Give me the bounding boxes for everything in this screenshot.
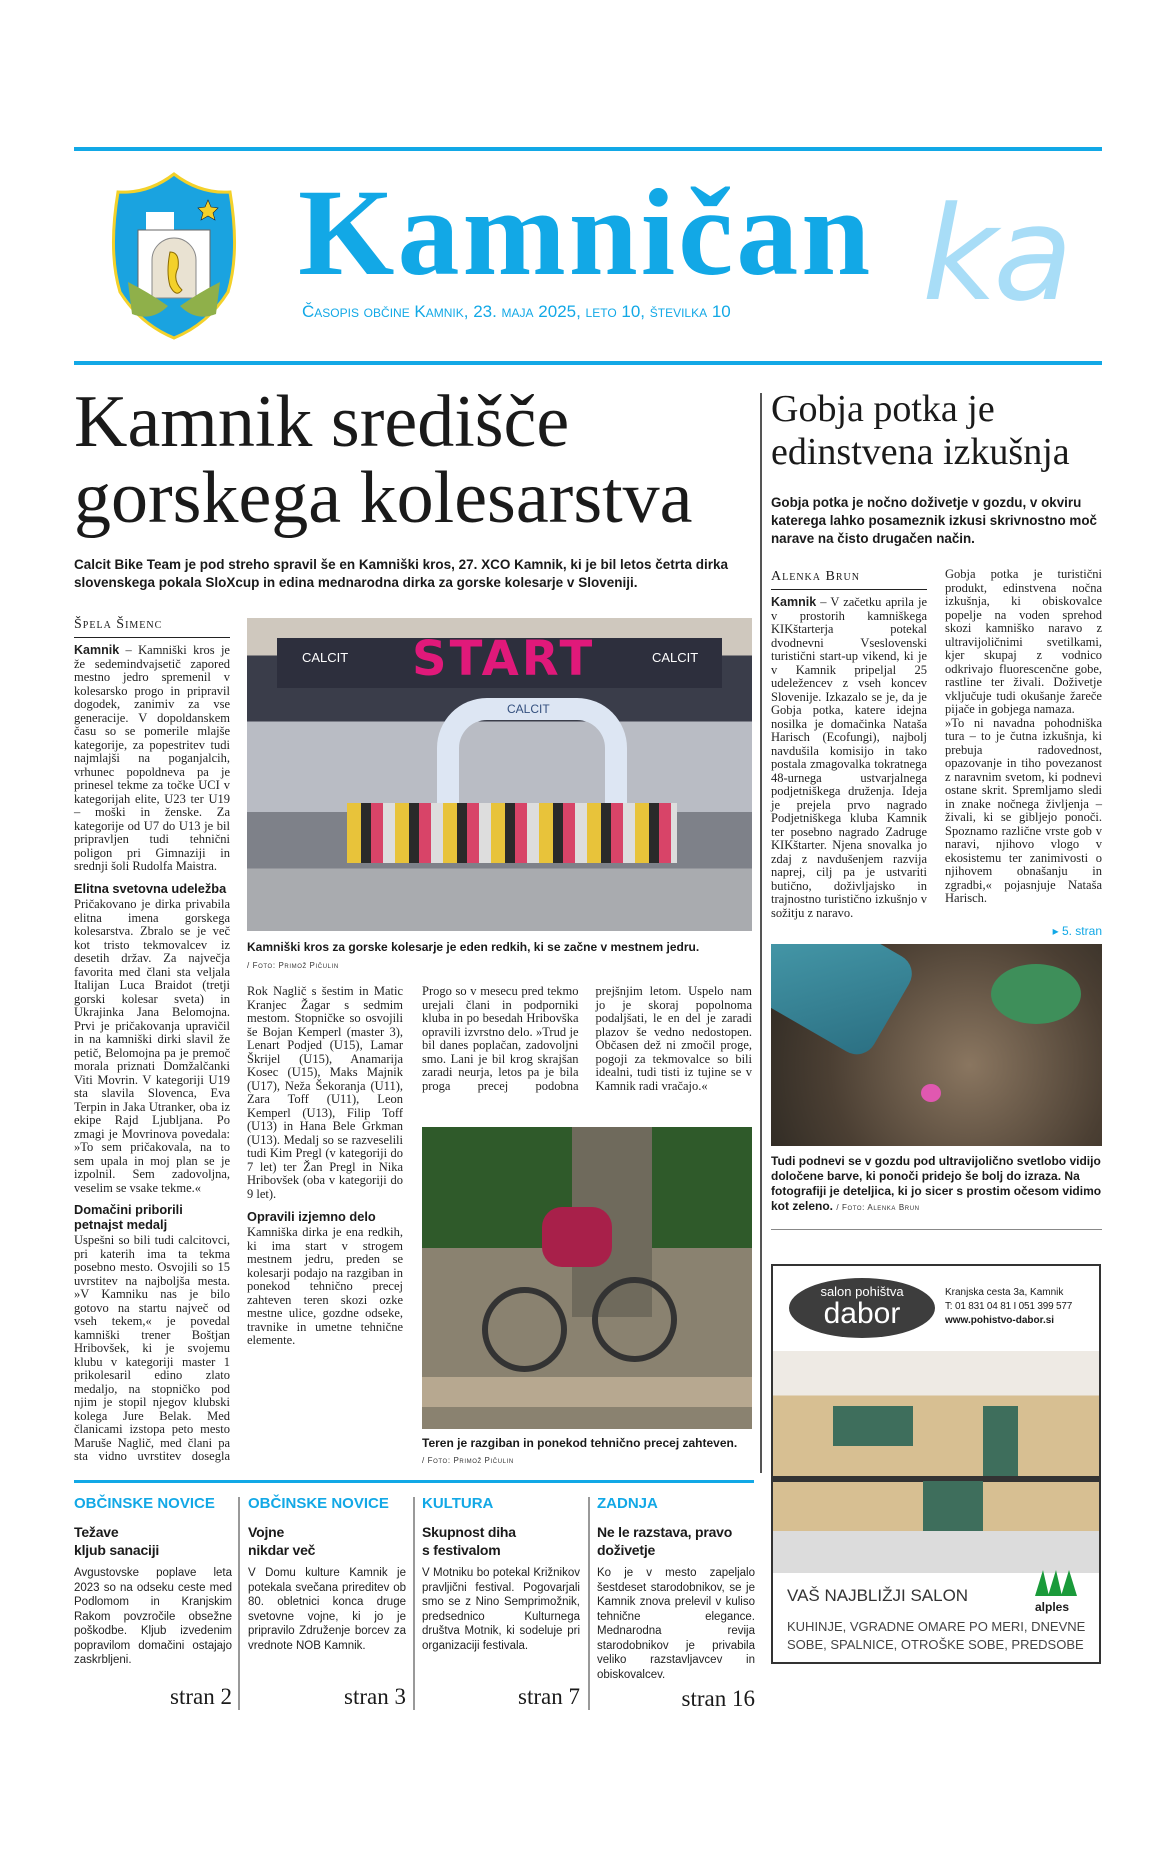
masthead-title: Kamničan bbox=[298, 164, 874, 301]
teaser-text: Avgustovske poplave leta 2023 so na odseku ceste med Podlomom in Kranjskim Rakom povzročile obsežne poškodbe. Kljub izvedenim popravilom domačini ostajajo zaskrbljeni. bbox=[74, 1567, 232, 1666]
start-banner-text: START bbox=[412, 631, 596, 687]
subheading: Opravili izjemno delo bbox=[247, 1208, 376, 1224]
teaser-page[interactable]: stran 2 bbox=[170, 1684, 232, 1709]
dabor-logo: salon pohištva dabor bbox=[789, 1278, 935, 1338]
teaser[interactable] bbox=[248, 1495, 406, 1710]
subheading: Elitna svetovna udeležba bbox=[74, 880, 227, 896]
paragraph: Uspešni so bili tudi calcitovci, pri katerih ima ta tekma posebno mesto. Osvojili so 15 uvrstitev na najboljša mesta. »V Kamniku nas je bilo gotovo na startu največ od vseh tekem,« je povedal kamniški trener Boštjan Hribovšek, ki je svojemu klubu v kategoriji master 1 prikolesaril edino zlato medaljo, na stopničko pod njim je stopil njegov klubski kolega Jure Belak. Med članicami izstopa peto mesto Maruše Naglič, med člani pa sta vidno uvrstitev dosegla bbox=[74, 1234, 230, 1463]
dateline: Kamnik bbox=[771, 595, 817, 609]
side-photo-credit: / Foto: Alenka Brun bbox=[836, 1203, 920, 1212]
teaser-divider bbox=[588, 1497, 590, 1710]
teaser-title: Težave kljub sanaciji bbox=[74, 1524, 160, 1558]
teaser-divider bbox=[413, 1497, 415, 1710]
arrow-right-icon: ▸ bbox=[1052, 924, 1062, 938]
teaser-page[interactable]: stran 7 bbox=[518, 1684, 580, 1709]
side-photo-caption: Tudi podnevi se v gozdu pod ultravijolično svetlobo vidijo določene barve, ki ponoči pridejo še bolj do izraza. Na fotografiji je deteljica, ki jo sicer s prostim očesom vidimo kot zeleno. / Foto: Alenka Brun bbox=[771, 1154, 1102, 1213]
dateline: Kamnik bbox=[74, 643, 120, 657]
teaser-section: KULTURA bbox=[422, 1495, 494, 1512]
photo1-credit: / Foto: Primož Pičulin bbox=[247, 961, 339, 970]
masthead-bottom-rule bbox=[74, 361, 1102, 365]
teaser-text: Ko je v mesto zapeljalo šestdeset starodobnikov, se je Kamnik znova prelevil v kuliso tehnične elegance. Mednarodna revija starodobnikov je privabila veliko razstavljavcev in obiskovalcev. bbox=[597, 1567, 755, 1681]
headline-line: edinstvena izkušnja bbox=[771, 431, 1070, 473]
photo2-caption: Teren je razgiban in ponekod tehnično precej zahteven. bbox=[422, 1436, 738, 1450]
brand-text: CALCIT bbox=[507, 702, 550, 716]
masthead-subtitle: Časopis občine Kamnik, 23. maja 2025, leto 10, številka 10 bbox=[302, 302, 731, 321]
teaser-section: OBČINSKE NOVICE bbox=[248, 1495, 389, 1512]
teaser[interactable] bbox=[597, 1495, 755, 1712]
author: Špela Šimenc bbox=[74, 616, 230, 638]
dabor-ad[interactable] bbox=[771, 1264, 1101, 1664]
brand-text: CALCIT bbox=[652, 650, 699, 665]
teaser-title: Ne le razstava, pravo doživetje bbox=[597, 1524, 733, 1558]
alples-logo: alples bbox=[1035, 1566, 1087, 1614]
kitchen-photo bbox=[773, 1351, 1099, 1573]
brand-text: CALCIT bbox=[302, 650, 349, 665]
side-column bbox=[771, 388, 1102, 1664]
side-col-1 bbox=[771, 568, 927, 920]
masthead-title-tail: ka bbox=[922, 178, 1069, 330]
start-line-photo bbox=[247, 618, 752, 931]
teaser-text: V Domu kulture Kamnik je potekala svečana prireditev ob 80. obletnici konca druge svetovne vojne, ki jo je pripravilo Združenje borcev za vrednote NOB Kamnik. bbox=[248, 1567, 406, 1652]
subheading: Domačini priborili petnajst medalj bbox=[74, 1202, 183, 1232]
photo2-credit: / Foto: Primož Pičulin bbox=[422, 1456, 514, 1465]
teaser-text: V Motniku bo potekal Križnikov pravljični festival. Pogovarjali smo se z Nino Semprimožnik, predsednico Kulturnega društva Motnik, ki sodeluje pri organizaciji festivala. bbox=[422, 1567, 580, 1652]
paragraph: »To ni navadna pohodniška tura – to je čutna izkušnja, ki prebuja radovednost, opazovanje in tiho povezanost z naravnim svetom, ki podnevi ostane skrit. Spremljamo sledi in znake nočnega življenja – živali, ki se gibljejo ponoči. Spoznamo različne vrste gob v naravi, njihovo vlogo v ekosistemu ter zanimivosti o njihovem obnašanju in zgradbi,« pojasnjuje Nataša Harisch. bbox=[945, 715, 1102, 905]
main-lead: Calcit Bike Team je pod streho spravil še en Kamniški kros, 27. XCO Kamnik, ki je bil letos četrta dirka slovenskega pokala SloXcup in edina mednarodna dirka za gorske kolesarje v Sloveniji. bbox=[74, 557, 728, 590]
main-col-3-4: Progo so v mesecu pred tekmo urejali člani in podporniki kluba in po besedah Hribovška opravili izvrstno delo. »Trud je bil danes poplačan, zadovoljni smo. Lani je bil krog skrajšan zaradi neurja, letos pa je bila proga precej podobna prejšnjim letom. Uspelo nam jo je skoraj popolnoma podaljšati, le en del je zaradi plazov še vedno nedostopen. Občasen dež ni zmočil proge, pogoji za tekmovalce so bili idealni, tudi tisti iz tujine se v Kamnik radi vračajo.« bbox=[422, 984, 752, 1093]
ad-products: KUHINJE, VGRADNE OMARE PO MERI, DNEVNE SOBE, SPALNICE, OTROŠKE SOBE, PREDSOBE bbox=[787, 1619, 1086, 1652]
ad-slogan: VAŠ NAJBLIŽJI SALON bbox=[787, 1586, 969, 1605]
teaser-rule bbox=[74, 1480, 754, 1483]
teaser[interactable] bbox=[422, 1495, 580, 1710]
teaser-title: Skupnost diha s festivalom bbox=[422, 1524, 516, 1558]
teaser-page[interactable]: stran 3 bbox=[344, 1684, 406, 1709]
main-col-1 bbox=[74, 616, 230, 1464]
teaser-title: Vojne nikdar več bbox=[248, 1524, 316, 1558]
teaser-divider bbox=[238, 1497, 240, 1710]
side-divider bbox=[771, 1229, 1102, 1230]
paragraph-continued-box bbox=[247, 985, 403, 1202]
paragraph: Kamnik – Kamniški kros je že sedemindvajsetič zapored mestno jedro spremenil v kolesarsko progo in pripravil dogodek, zanimiv za vse generacije. V dopoldanskem času so se pomerile mlajše kategorije, za popestritev tudi najmlajši na poganjalcih, vrhunec popoldneva pa je prinesel tekme za točke UCI v kategorijah elite, U23 ter U19 – moški in ženske. Za kategorije od U7 do U13 je bil pripravljen tudi tehnični poligon pri Gimnaziji in srednji šoli Rudolfa Maistra. bbox=[74, 643, 230, 873]
paragraph: Gobja potka je turistični produkt, edinstvena nočna izkušnja, ki obiskovalce popelje na voden sprehod skozi kamniško naravo z ultravijoličnimi svetilkami, kjer skupaj z vodnico odkrivajo fluorescenčne gobe, rastline ter živali. Doživetje vključuje tudi okušanje žareče pijače in gobjega namaza. bbox=[945, 567, 1102, 716]
paragraph: Pričakovano je dirka privabila elitna imena gorskega kolesarstva. Zbralo se je več kot tristo tekmovalcev iz desetih držav. Za največja favorita med člani sta veljala Italijan Luca Braidot (tretji gorski kolesar sveta) in Ukrajinka Jana Belomojna. Prvi je pričakovanja upravičil in na kamniški dirki slavil že petič, Belomojna pa je premoč morala priznati Domžalčanki Viti Movrin. V kategoriji U19 sta slavila Slovenca, Eva Terpin in Jaka Utranker, oba iz ekipe Rajd Ljubljana. Po zmagi je Movrinova povedala: »To sem pričakovala, na to sem upala in moj plan se je izpolnil. Sem zadovoljna, veselim se vsake tekme.« bbox=[74, 897, 230, 1195]
column-divider bbox=[760, 393, 762, 1473]
ad-contact: Kranjska cesta 3a, Kamnik T: 01 831 04 81 I 051 399 577 www.pohistvo-dabor.si bbox=[945, 1287, 1073, 1326]
photo1-caption: Kamniški kros za gorske kolesarje je eden redkih, ki se začne v mestnem jedru. bbox=[247, 940, 700, 954]
main-col-2 bbox=[247, 985, 403, 1348]
headline-line: Gobja potka je bbox=[771, 388, 995, 430]
rider-photo bbox=[422, 1127, 752, 1429]
author: Alenka Brun bbox=[771, 568, 927, 590]
main-headline bbox=[74, 381, 754, 539]
side-col-2 bbox=[945, 568, 1102, 920]
side-body bbox=[771, 568, 1102, 920]
headline-line: gorskega kolesarstva bbox=[74, 457, 693, 539]
side-headline bbox=[771, 388, 1102, 474]
uv-mushroom-photo bbox=[771, 944, 1102, 1146]
teaser-section: ZADNJA bbox=[597, 1495, 658, 1512]
paragraph-continued: Rok Naglič s šestim in Matic Kranjec Žagar s sedmim mestom. Stopničke so osvojili še Bojan Kemperl (master 3), Lenart Podjed (U15), Lamar Škrijel (U15), Anamarija Kosec (U15), Maks Majnik (U17), Neža Šekoranja (U11), Zara Toff (U11), Leon Kemperl (U13), Filip Toff (U13) in Hana Bele Grkman (U13). Medalj so se razveselili tudi Kim Pregl (v kategoriji do 7 let) ter Žan Pregl in Nika Hribovšek (oba v kategoriji do 9 let). bbox=[247, 985, 403, 1201]
teaser[interactable] bbox=[74, 1495, 232, 1710]
teaser-section: OBČINSKE NOVICE bbox=[74, 1495, 215, 1512]
top-rule bbox=[74, 147, 1102, 151]
crest-icon bbox=[108, 172, 240, 340]
headline-line: Kamnik središče bbox=[74, 381, 570, 463]
paragraph: Kamniška dirka je ena redkih, ki ima start v strogem mestnem jedru, preden se kolesarji podajo na razgiban in ponekod tehnično precej zahteven teren skozi ozke mestne ulice, gozdne odseke, travnike in umetne tehnične elemente. bbox=[247, 1225, 403, 1347]
side-lead: Gobja potka je nočno doživetje v gozdu, v okviru katerega lahko posameznik izkusi skrivnostno moč narave na čisto drugačen način. bbox=[771, 495, 1097, 546]
continued-link[interactable]: ▸ 5. stran bbox=[1052, 924, 1102, 938]
paragraph: Kamnik – V začetku aprila je v prostorih kamniškega KIKštarterja potekal dvodnevni Vseslovenski turistični start-up vikend, ki je v Kamnik pripeljal 25 udeležencev z vseh koncev Slovenije. Izkazalo se je, da je Gobja potka, katere idejna nosilka je domačinka Nataša Harisch (Ecofungi), najbolj navdušila komisijo in tako postala zmagovalka tokratnega 48-urnega ustvarjalnega podjetniškega druženja. Ideja je prejela prvo nagrado Podjetniškega kluba Kamnik ter posebno nagrado Zadruge KIKštarter. Njena snovalka jo zdaj z navdušenjem razvija naprej, cilj pa je ustvariti butično, doživljajsko in trajnostno turistično izkušnjo v sožitju z naravo. bbox=[771, 595, 927, 920]
teaser-page[interactable]: stran 16 bbox=[681, 1686, 755, 1711]
